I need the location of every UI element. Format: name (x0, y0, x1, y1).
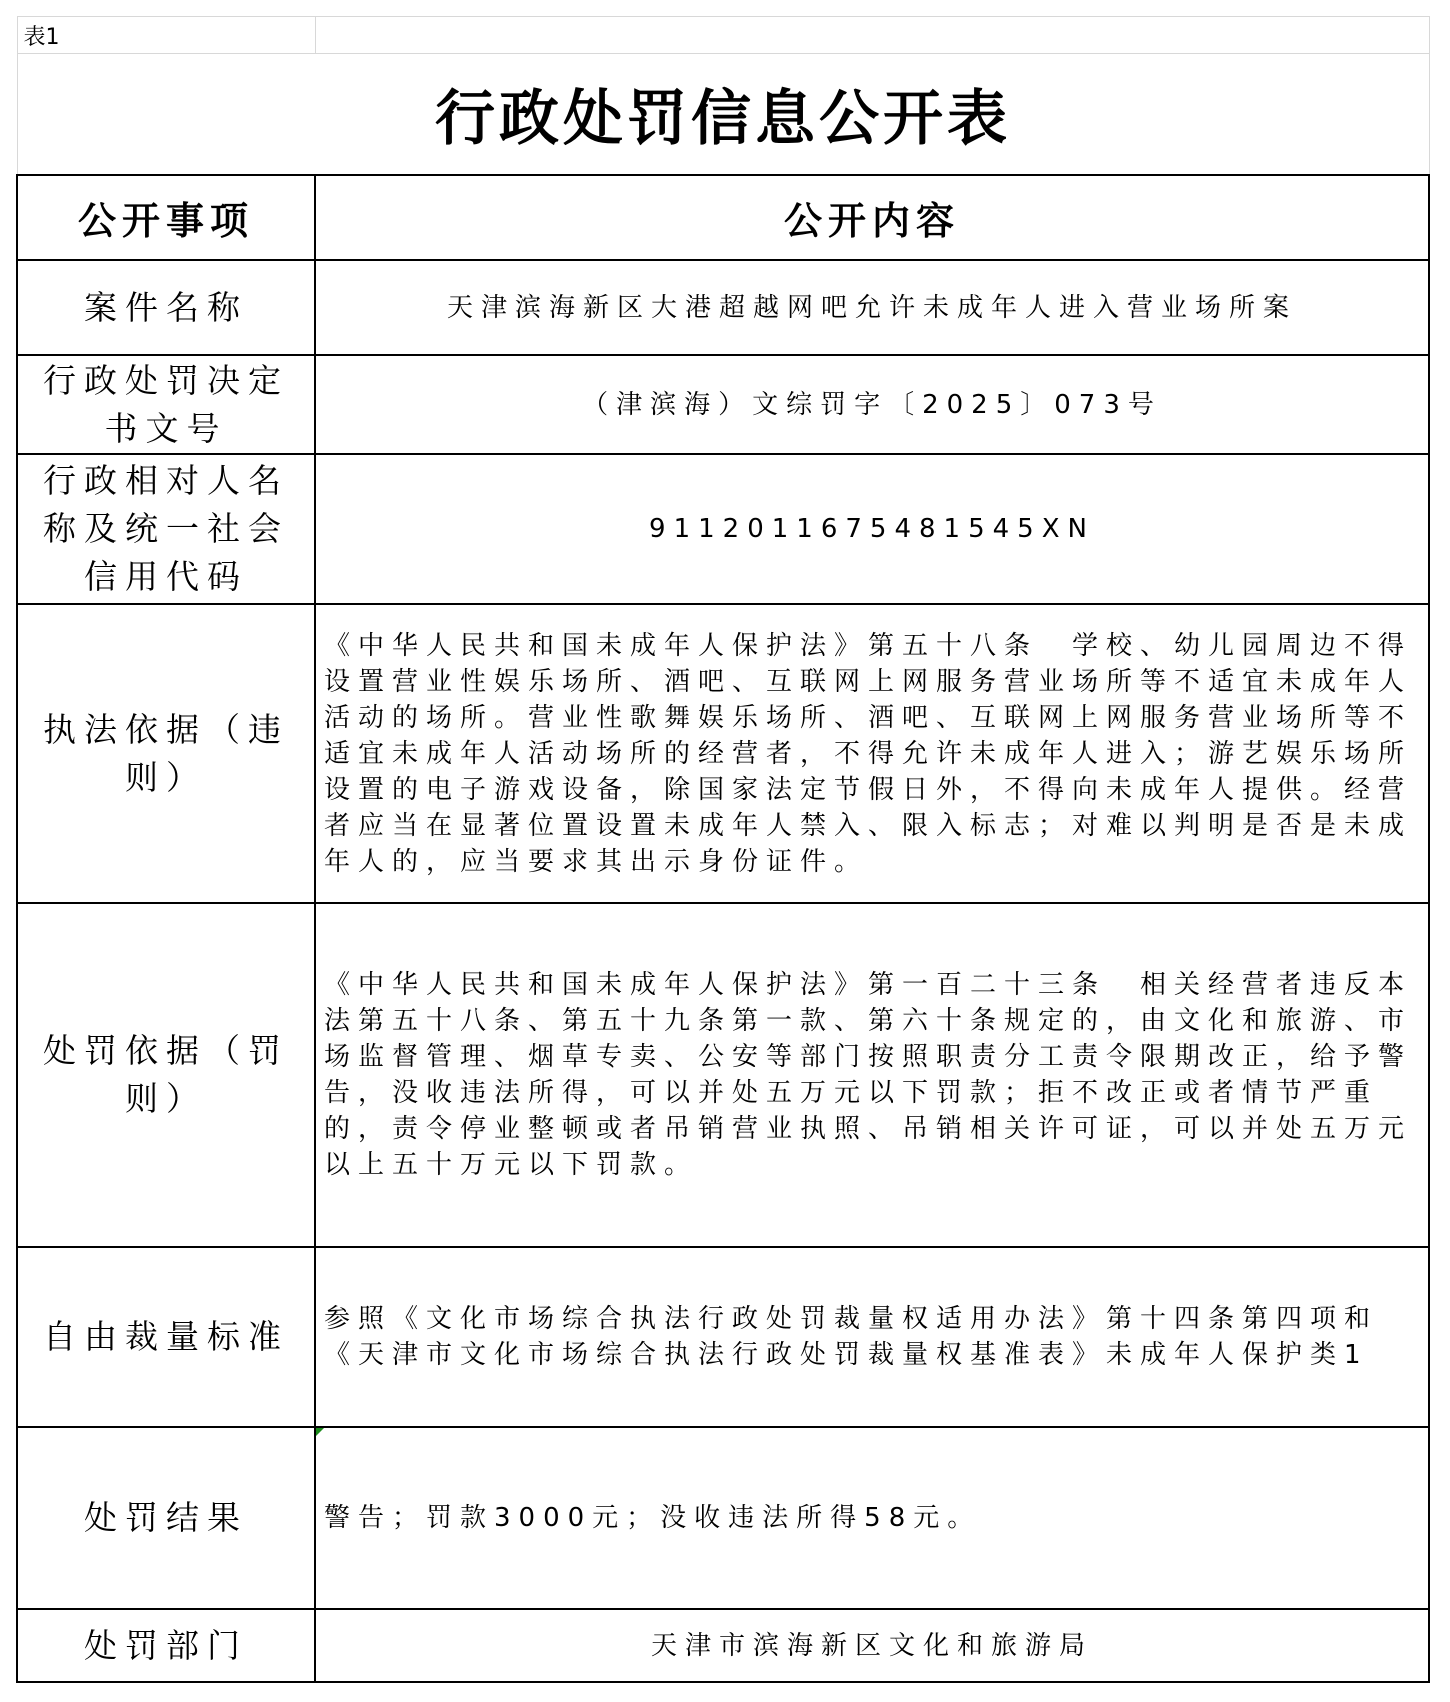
value-party-code: 9112011675481545XN (315, 454, 1429, 604)
value-penalty-result: 警告；罚款3000元；没收违法所得58元。 (324, 1503, 982, 1533)
label-penalty-department: 处罚部门 (17, 1609, 315, 1682)
sheet-tag: 表1 (17, 17, 315, 54)
label-party-code: 行政相对人名称及统一社会信用代码 (17, 454, 315, 604)
empty-cell (315, 17, 1429, 54)
value-penalty-result-cell (315, 1427, 1429, 1609)
label-penalty-basis: 处罚依据（罚则） (17, 903, 315, 1247)
value-decision-number: （津滨海）文综罚字〔2025〕073号 (315, 355, 1429, 454)
label-discretion-standard: 自由裁量标准 (17, 1247, 315, 1427)
penalty-info-table (16, 16, 1430, 1683)
value-penalty-department: 天津市滨海新区文化和旅游局 (315, 1609, 1429, 1682)
table-title: 行政处罚信息公开表 (17, 54, 1429, 176)
value-legal-basis: 《中华人民共和国未成年人保护法》第五十八条 学校、幼儿园周边不得设置营业性娱乐场所、酒吧、互联网上网服务营业场所等不适宜未成年人活动的场所。营业性歌舞娱乐场所、酒吧、互联网上网服务营业场所等不适宜未成年人活动场所的经营者，不得允许未成年人进入；游艺娱乐场所设置的电子游戏设备，除国家法定节假日外，不得向未成年人提供。经营者应当在显著位置设置未成年人禁入、限入标志；对难以判明是否是未成年人的，应当要求其出示身份证件。 (315, 604, 1429, 903)
value-penalty-basis: 《中华人民共和国未成年人保护法》第一百二十三条 相关经营者违反本法第五十八条、第五十九条第一款、第六十条规定的，由文化和旅游、市场监督管理、烟草专卖、公安等部门按照职责分工责令限期改正，给予警告，没收违法所得，可以并处五万元以下罚款；拒不改正或者情节严重的，责令停业整顿或者吊销营业执照、吊销相关许可证，可以并处五万元以上五十万元以下罚款。 (315, 903, 1429, 1247)
cell-comment-marker-icon (316, 1428, 324, 1436)
header-content: 公开内容 (315, 175, 1429, 260)
label-penalty-result: 处罚结果 (17, 1427, 315, 1609)
label-case-name: 案件名称 (17, 260, 315, 355)
value-case-name: 天津滨海新区大港超越网吧允许未成年人进入营业场所案 (315, 260, 1429, 355)
value-discretion-standard: 参照《文化市场综合执法行政处罚裁量权适用办法》第十四条第四项和《天津市文化市场综合执法行政处罚裁量权基准表》未成年人保护类1 (315, 1247, 1429, 1427)
header-item: 公开事项 (17, 175, 315, 260)
label-legal-basis: 执法依据（违则） (17, 604, 315, 903)
label-decision-number: 行政处罚决定书文号 (17, 355, 315, 454)
